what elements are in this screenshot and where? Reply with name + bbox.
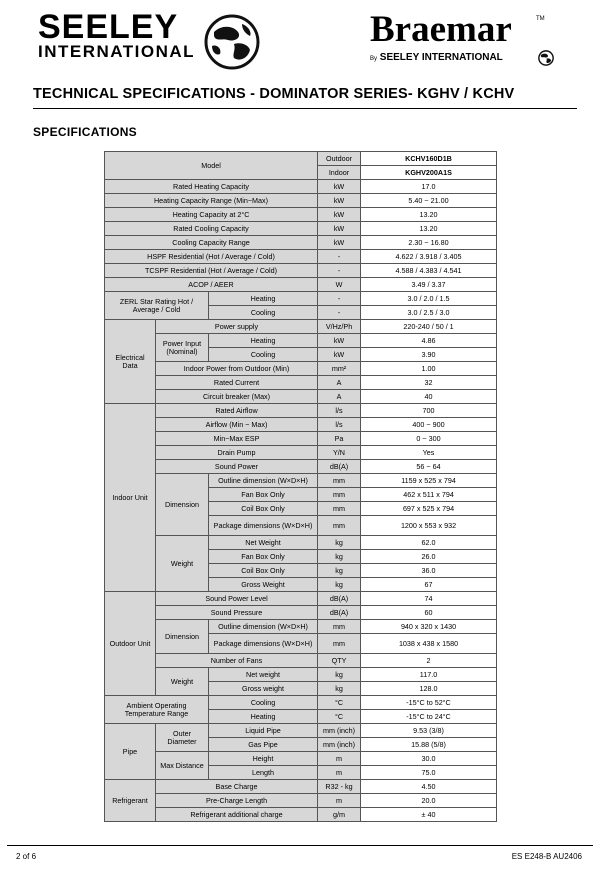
- row-unit: kg: [318, 550, 361, 564]
- row-label: Rated Cooling Capacity: [105, 222, 318, 236]
- row-unit: W: [318, 278, 361, 292]
- row-value: 128.0: [361, 682, 497, 696]
- row-label: Liquid Pipe: [209, 724, 318, 738]
- row-unit: -: [318, 306, 361, 320]
- row-value: ± 40: [361, 808, 497, 822]
- row-label: Heating Capacity Range (Min~Max): [105, 194, 318, 208]
- refrigerant-group-label: Refrigerant: [105, 780, 156, 822]
- row-unit: -: [318, 292, 361, 306]
- row-value: 940 x 320 x 1430: [361, 620, 497, 634]
- row-value: 4.588 / 4.383 / 4.541: [361, 264, 497, 278]
- row-unit: mm: [318, 502, 361, 516]
- row-unit: kg: [318, 578, 361, 592]
- outdoor-header: Outdoor: [318, 152, 361, 166]
- pipe-group-label: Pipe: [105, 724, 156, 780]
- row-value: 4.622 / 3.918 / 3.405: [361, 250, 497, 264]
- row-label: Cooling: [209, 348, 318, 362]
- row-unit: m: [318, 766, 361, 780]
- row-label: HSPF Residential (Hot / Average / Cold): [105, 250, 318, 264]
- braemar-byline: [370, 52, 503, 63]
- table-row: [105, 376, 497, 390]
- table-row: [105, 222, 497, 236]
- row-value: 3.0 / 2.0 / 1.5: [361, 292, 497, 306]
- row-value: 13.20: [361, 222, 497, 236]
- row-unit: A: [318, 390, 361, 404]
- footer-divider: [7, 845, 593, 846]
- table-row: [105, 606, 497, 620]
- row-unit: kg: [318, 536, 361, 550]
- row-label: Gross Weight: [209, 578, 318, 592]
- row-unit: Pa: [318, 432, 361, 446]
- document-code: ES E248-B AU2406: [511, 852, 582, 861]
- row-value: 5.40 ~ 21.00: [361, 194, 497, 208]
- row-unit: QTY: [318, 654, 361, 668]
- row-unit: kW: [318, 208, 361, 222]
- row-value: 75.0: [361, 766, 497, 780]
- row-value: 2: [361, 654, 497, 668]
- row-value: 1038 x 438 x 1580: [361, 634, 497, 654]
- row-unit: kW: [318, 236, 361, 250]
- row-unit: mm: [318, 488, 361, 502]
- table-row: [105, 334, 497, 348]
- row-label: Net weight: [209, 668, 318, 682]
- row-value: 13.20: [361, 208, 497, 222]
- table-row: [105, 250, 497, 264]
- row-label: Pre-Charge Length: [156, 794, 318, 808]
- trademark-mark: TM: [536, 16, 545, 22]
- row-label: Cooling Capacity Range: [105, 236, 318, 250]
- seeley-international-logo: [38, 10, 268, 65]
- power-input-label: Power Input (Nominal): [156, 334, 209, 362]
- row-label: Heating: [209, 334, 318, 348]
- outdoor-model: KCHV160D1B: [361, 152, 497, 166]
- row-unit: dB(A): [318, 592, 361, 606]
- row-unit: V/Hz/Ph: [318, 320, 361, 334]
- table-row: [105, 320, 497, 334]
- row-unit: °C: [318, 710, 361, 724]
- row-value: 3.90: [361, 348, 497, 362]
- row-value: 9.53 (3/8): [361, 724, 497, 738]
- model-header: Model: [105, 152, 318, 180]
- row-unit: mm (inch): [318, 738, 361, 752]
- row-label: Gross weight: [209, 682, 318, 696]
- table-row: [105, 264, 497, 278]
- table-row: [105, 654, 497, 668]
- table-row: [105, 292, 497, 306]
- row-label: TCSPF Residential (Hot / Average / Cold): [105, 264, 318, 278]
- row-value: 67: [361, 578, 497, 592]
- row-label: Power supply: [156, 320, 318, 334]
- row-label: Airflow (Min ~ Max): [156, 418, 318, 432]
- row-value: 62.0: [361, 536, 497, 550]
- row-unit: dB(A): [318, 460, 361, 474]
- table-row: [105, 180, 497, 194]
- outdoor-dimension-label: Dimension: [156, 620, 209, 654]
- page-number: 2 of 6: [16, 852, 37, 861]
- electrical-group-label: Electrical Data: [105, 320, 156, 404]
- table-row: [105, 696, 497, 710]
- row-value: 700: [361, 404, 497, 418]
- row-value: 30.0: [361, 752, 497, 766]
- row-label: ACOP / AEER: [105, 278, 318, 292]
- row-unit: kg: [318, 682, 361, 696]
- table-row: [105, 278, 497, 292]
- row-unit: R32 - kg: [318, 780, 361, 794]
- row-value: 697 x 525 x 794: [361, 502, 497, 516]
- row-label: Outline dimension (W×D×H): [209, 620, 318, 634]
- row-label: Drain Pump: [156, 446, 318, 460]
- row-value: 220-240 / 50 / 1: [361, 320, 497, 334]
- row-unit: mm²: [318, 362, 361, 376]
- table-row: [105, 668, 497, 682]
- row-unit: mm: [318, 620, 361, 634]
- row-label: Coil Box Only: [209, 564, 318, 578]
- row-value: 117.0: [361, 668, 497, 682]
- row-label: Sound Pressure: [156, 606, 318, 620]
- indoor-weight-label: Weight: [156, 536, 209, 592]
- globe-icon: [204, 14, 260, 70]
- seeley-logo-text: SEELEY: [38, 8, 179, 46]
- row-value: 40: [361, 390, 497, 404]
- row-label: Refrigerant additional charge: [156, 808, 318, 822]
- byline-company: SEELEY INTERNATIONAL: [379, 52, 503, 63]
- row-label: Number of Fans: [156, 654, 318, 668]
- table-row: [105, 592, 497, 606]
- zerl-group-label: ZERL Star Rating Hot / Average / Cold: [105, 292, 209, 320]
- outer-diameter-label: Outer Diameter: [156, 724, 209, 752]
- row-unit: mm (inch): [318, 724, 361, 738]
- row-unit: -: [318, 250, 361, 264]
- row-value: 17.0: [361, 180, 497, 194]
- row-label: Sound Power Level: [156, 592, 318, 606]
- row-label: Fan Box Only: [209, 488, 318, 502]
- row-label: Gas Pipe: [209, 738, 318, 752]
- row-value: 0 ~ 300: [361, 432, 497, 446]
- row-unit: kW: [318, 222, 361, 236]
- row-unit: g/m: [318, 808, 361, 822]
- max-distance-label: Max Distance: [156, 752, 209, 780]
- table-row: [105, 620, 497, 634]
- row-value: 36.0: [361, 564, 497, 578]
- row-value: 1200 x 553 x 932: [361, 516, 497, 536]
- row-value: 2.30 ~ 16.80: [361, 236, 497, 250]
- row-unit: l/s: [318, 418, 361, 432]
- row-label: Heating: [209, 292, 318, 306]
- row-value: -15°C to 24°C: [361, 710, 497, 724]
- row-unit: °C: [318, 696, 361, 710]
- row-label: Heating: [209, 710, 318, 724]
- row-label: Min~Max ESP: [156, 432, 318, 446]
- row-value: 32: [361, 376, 497, 390]
- specifications-table: [104, 151, 497, 822]
- row-value: 400 ~ 900: [361, 418, 497, 432]
- braemar-logo-text: Braemar: [370, 9, 512, 50]
- table-row: [105, 236, 497, 250]
- indoor-model: KGHV200A1S: [361, 166, 497, 180]
- table-row: [105, 432, 497, 446]
- table-row: [105, 536, 497, 550]
- table-row: [105, 208, 497, 222]
- byline-by: By: [370, 56, 378, 62]
- row-value: 3.49 / 3.37: [361, 278, 497, 292]
- row-unit: A: [318, 376, 361, 390]
- row-value: 74: [361, 592, 497, 606]
- row-value: -15°C to 52°C: [361, 696, 497, 710]
- row-label: Length: [209, 766, 318, 780]
- table-row: [105, 362, 497, 376]
- row-label: Outline dimension (W×D×H): [209, 474, 318, 488]
- table-row: [105, 460, 497, 474]
- table-row: [105, 194, 497, 208]
- row-unit: mm: [318, 516, 361, 536]
- indoor-unit-group-label: Indoor Unit: [105, 404, 156, 592]
- row-label: Rated Airflow: [156, 404, 318, 418]
- indoor-dimension-label: Dimension: [156, 474, 209, 536]
- row-value: 3.0 / 2.5 / 3.0: [361, 306, 497, 320]
- page-title: TECHNICAL SPECIFICATIONS - DOMINATOR SERIES- KGHV / KCHV: [33, 86, 515, 102]
- table-row: [105, 724, 497, 738]
- row-value: 60: [361, 606, 497, 620]
- table-row: [105, 404, 497, 418]
- row-value: Yes: [361, 446, 497, 460]
- row-value: 1159 x 525 x 794: [361, 474, 497, 488]
- row-unit: mm: [318, 474, 361, 488]
- row-label: Circuit breaker (Max): [156, 390, 318, 404]
- row-label: Indoor Power from Outdoor (Min): [156, 362, 318, 376]
- table-row: [105, 418, 497, 432]
- row-unit: kg: [318, 668, 361, 682]
- international-logo-text: INTERNATIONAL: [38, 42, 196, 61]
- row-value: 56 ~ 64: [361, 460, 497, 474]
- row-unit: m: [318, 794, 361, 808]
- row-label: Heating Capacity at 2°C: [105, 208, 318, 222]
- row-unit: Y/N: [318, 446, 361, 460]
- table-row: [105, 794, 497, 808]
- table-row: [105, 752, 497, 766]
- row-label: Coil Box Only: [209, 502, 318, 516]
- row-label: Rated Current: [156, 376, 318, 390]
- row-value: 462 x 511 x 794: [361, 488, 497, 502]
- title-divider: [33, 108, 577, 109]
- row-unit: m: [318, 752, 361, 766]
- row-label: Sound Power: [156, 460, 318, 474]
- row-value: 1.00: [361, 362, 497, 376]
- braemar-logo: [370, 10, 570, 70]
- table-row: [105, 474, 497, 488]
- row-unit: dB(A): [318, 606, 361, 620]
- row-unit: kW: [318, 194, 361, 208]
- row-label: Package dimensions (W×D×H): [209, 516, 318, 536]
- section-heading: SPECIFICATIONS: [33, 125, 137, 139]
- outdoor-unit-group-label: Outdoor Unit: [105, 592, 156, 696]
- row-value: 4.50: [361, 780, 497, 794]
- table-row: [105, 780, 497, 794]
- table-row: [105, 390, 497, 404]
- row-unit: kW: [318, 334, 361, 348]
- row-unit: kg: [318, 564, 361, 578]
- row-label: Cooling: [209, 306, 318, 320]
- row-value: 20.0: [361, 794, 497, 808]
- table-row: [105, 808, 497, 822]
- indoor-header: Indoor: [318, 166, 361, 180]
- outdoor-weight-label: Weight: [156, 668, 209, 696]
- table-row: [105, 152, 497, 166]
- row-value: 15.88 (5/8): [361, 738, 497, 752]
- row-unit: l/s: [318, 404, 361, 418]
- row-unit: kW: [318, 180, 361, 194]
- table-row: [105, 446, 497, 460]
- row-label: Fan Box Only: [209, 550, 318, 564]
- row-value: 4.86: [361, 334, 497, 348]
- row-label: Package dimensions (W×D×H): [209, 634, 318, 654]
- globe-small-icon: [538, 50, 554, 66]
- row-unit: -: [318, 264, 361, 278]
- ambient-group-label: Ambient Operating Temperature Range: [105, 696, 209, 724]
- row-label: Height: [209, 752, 318, 766]
- row-label: Net Weight: [209, 536, 318, 550]
- row-label: Base Charge: [156, 780, 318, 794]
- row-unit: mm: [318, 634, 361, 654]
- row-label: Rated Heating Capacity: [105, 180, 318, 194]
- row-unit: kW: [318, 348, 361, 362]
- row-label: Cooling: [209, 696, 318, 710]
- row-value: 26.0: [361, 550, 497, 564]
